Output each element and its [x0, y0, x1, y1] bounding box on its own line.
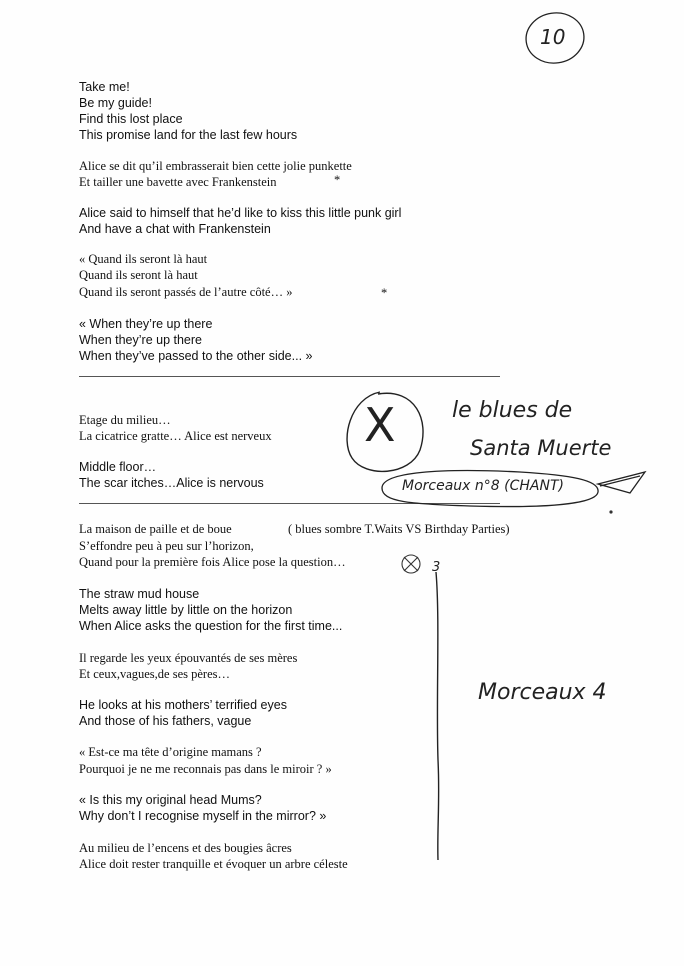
lyric-line: Quand ils seront passés de l’autre côté… »	[79, 285, 293, 299]
lyric-line: The scar itches…Alice is nervous	[79, 476, 264, 490]
lyric-line: Quand pour la première fois Alice pose la question…	[79, 555, 346, 569]
side-note: ( blues sombre T.Waits VS Birthday Parties)	[288, 522, 510, 536]
lyric-line: Why don’t I recognise myself in the mirror? »	[79, 809, 327, 823]
lyric-line: Take me!	[79, 80, 130, 94]
lyric-line: Et ceux,vagues,de ses pères…	[79, 667, 230, 681]
page-number: 10	[540, 25, 566, 49]
lyric-line: When Alice asks the question for the first time...	[79, 619, 343, 633]
lyric-line: Au milieu de l’encens et des bougies âcres	[79, 841, 292, 855]
lyric-line: La cicatrice gratte… Alice est nerveux	[79, 429, 272, 443]
lyric-line: When they’re up there	[79, 333, 202, 347]
lyric-line: Alice se dit qu’il embrasserait bien cette jolie punkette	[79, 159, 352, 173]
asterisk-mark: *	[334, 173, 341, 187]
lyric-line: « Est-ce ma tête d’origine mamans ?	[79, 745, 262, 759]
lyric-line: Be my guide!	[79, 96, 152, 110]
lyric-line: « Quand ils seront là haut	[79, 252, 208, 266]
arrow-icon	[598, 472, 645, 493]
lyric-line: Middle floor…	[79, 460, 157, 474]
lyric-line: This promise land for the last few hours	[79, 128, 298, 142]
lyric-line: « Is this my original head Mums?	[79, 793, 262, 807]
lyric-line: Pourquoi je ne me reconnais pas dans le miroir ? »	[79, 762, 332, 776]
cross-mark: X	[364, 398, 396, 452]
morceau-4-note: Morceaux 4	[478, 680, 607, 705]
lyric-line: Alice said to himself that he’d like to kiss this little punk girl	[79, 206, 402, 220]
lyric-line: « When they’re up there	[79, 317, 213, 331]
lyric-line: Et tailler une bavette avec Frankenstein	[79, 175, 277, 189]
lyric-line: The straw mud house	[79, 587, 200, 601]
blues-note-line1: le blues de	[452, 398, 573, 423]
lyric-line: Il regarde les yeux épouvantés de ses mères	[79, 651, 298, 665]
small-x-mark	[404, 557, 418, 571]
lyric-line: Melts away little by little on the horizon	[79, 603, 293, 617]
blues-note-line2: Santa Muerte	[470, 436, 612, 460]
small-number-mark: 3	[432, 560, 441, 575]
lyric-line: And those of his fathers, vague	[79, 714, 252, 728]
lyric-line: Quand ils seront là haut	[79, 268, 198, 282]
lyric-line: S’effondre peu à peu sur l’horizon,	[79, 539, 254, 553]
ink-dot	[609, 510, 612, 513]
lyric-line: And have a chat with Frankenstein	[79, 222, 271, 236]
lyric-line: La maison de paille et de boue	[79, 522, 232, 536]
lyric-line: When they’ve passed to the other side... »	[79, 349, 313, 363]
lyric-line: He looks at his mothers’ terrified eyes	[79, 698, 287, 712]
asterisk-mark: *	[381, 286, 388, 300]
lyric-line: Alice doit rester tranquille et évoquer un arbre céleste	[79, 857, 348, 871]
lyric-line: Etage du milieu…	[79, 413, 171, 427]
bracket-line	[436, 572, 439, 860]
lyric-line: Find this lost place	[79, 112, 183, 126]
morceau-8-note: Morceaux n°8 (CHANT)	[402, 478, 564, 494]
